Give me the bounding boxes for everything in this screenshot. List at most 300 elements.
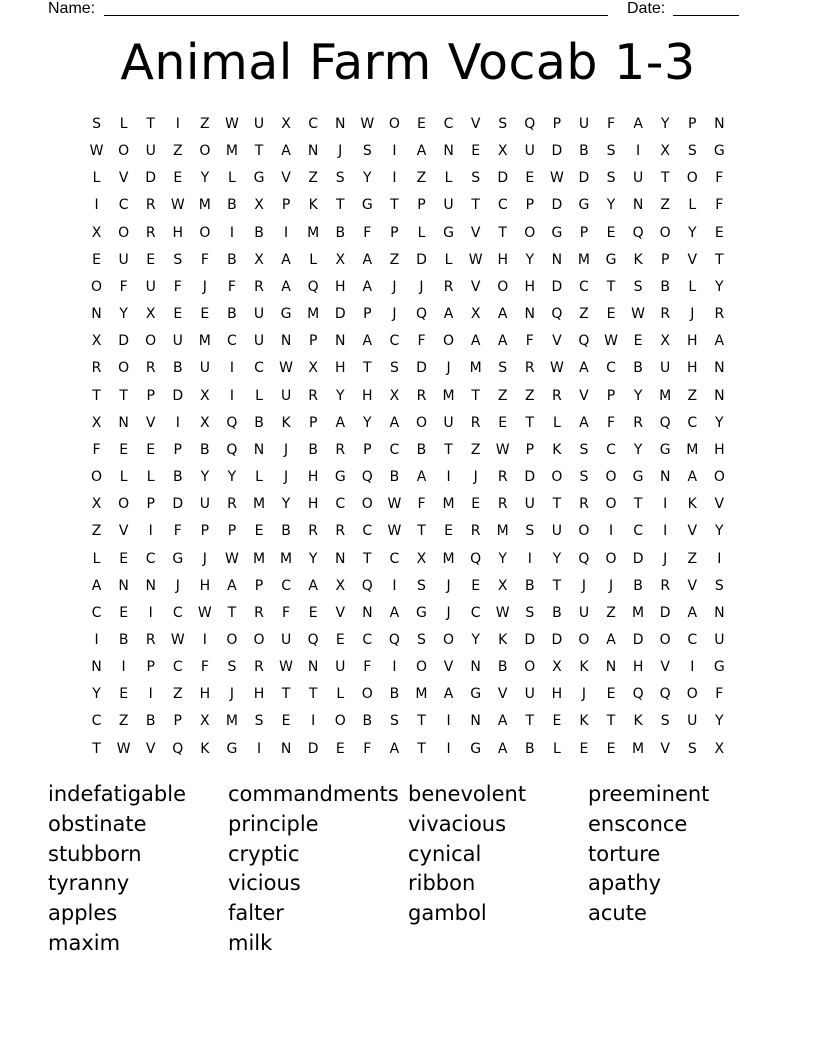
grid-letter: S	[714, 577, 724, 594]
grid-letter: A	[497, 740, 508, 757]
grid-letter: U	[145, 278, 156, 295]
grid-letter: C	[362, 631, 373, 648]
grid-letter: M	[659, 387, 672, 404]
grid-letter: O	[118, 143, 130, 160]
grid-letter: A	[281, 278, 291, 295]
grid-letter: A	[443, 686, 454, 703]
grid-letter: Y	[498, 550, 507, 567]
grid-letter: A	[362, 278, 373, 295]
grid-letter: I	[229, 360, 234, 377]
grid-letter: J	[690, 306, 695, 323]
grid-row	[83, 546, 733, 573]
grid-letter: Y	[363, 414, 372, 431]
grid-letter: L	[119, 116, 128, 132]
grid-letter: H	[632, 659, 644, 676]
grid-letter: X	[308, 360, 318, 377]
grid-letter: U	[335, 659, 346, 676]
grid-letter: C	[579, 278, 589, 295]
word-bank-item: indefatigable	[48, 782, 187, 806]
grid-letter: M	[225, 143, 238, 160]
grid-letter: N	[714, 360, 725, 377]
grid-letter: M	[686, 441, 699, 458]
grid-letter: X	[281, 116, 291, 132]
grid-letter: X	[552, 659, 562, 676]
grid-letter: D	[416, 251, 427, 268]
grid-letter: Y	[119, 306, 128, 323]
grid-row	[83, 627, 733, 654]
word-bank-item: preeminent	[588, 782, 710, 806]
grid-letter: F	[363, 740, 372, 757]
grid-letter: J	[446, 360, 451, 377]
grid-letter: B	[145, 713, 156, 730]
grid-letter: E	[173, 306, 183, 323]
grid-letter: X	[254, 197, 264, 214]
grid-letter: E	[119, 686, 129, 703]
grid-letter: B	[633, 360, 643, 377]
grid-letter: B	[389, 469, 400, 486]
grid-letter: P	[227, 523, 237, 540]
grid-letter: X	[497, 143, 508, 160]
grid-letter: S	[579, 469, 589, 486]
grid-letter: U	[118, 251, 129, 268]
grid-letter: U	[280, 387, 292, 404]
grid-letter: W	[360, 116, 375, 132]
grid-letter: R	[308, 523, 319, 540]
grid-letter: E	[606, 740, 616, 757]
grid-letter: E	[119, 441, 129, 458]
grid-letter: T	[363, 360, 372, 377]
grid-letter: I	[446, 740, 451, 757]
grid-letter: B	[172, 469, 183, 486]
grid-letter: O	[443, 333, 455, 350]
grid-letter: Y	[525, 251, 535, 268]
grid-letter: P	[146, 659, 155, 676]
grid-letter: U	[632, 170, 644, 187]
grid-letter: D	[172, 387, 184, 404]
grid-letter: R	[524, 360, 535, 377]
grid-letter: X	[660, 333, 670, 350]
word-bank-item: principle	[228, 811, 319, 836]
grid-letter: V	[281, 170, 291, 187]
grid-letter: S	[471, 170, 481, 187]
grid-letter: C	[254, 360, 264, 377]
grid-letter: T	[525, 713, 535, 730]
grid-letter: U	[524, 686, 535, 703]
grid-letter: A	[714, 333, 725, 350]
grid-letter: I	[175, 116, 180, 132]
grid-letter: F	[606, 116, 616, 132]
grid-letter: A	[497, 713, 508, 730]
grid-letter: H	[307, 496, 319, 513]
grid-letter: O	[686, 686, 698, 703]
grid-letter: O	[415, 659, 427, 676]
grid-letter: A	[91, 577, 102, 594]
grid-letter: E	[254, 523, 264, 540]
grid-letter: B	[281, 523, 291, 540]
grid-letter: O	[91, 469, 103, 486]
grid-letter: C	[606, 441, 616, 458]
grid-letter: C	[470, 604, 481, 621]
grid-letter: A	[389, 604, 400, 621]
grid-letter: V	[118, 170, 129, 187]
grid-letter: J	[284, 441, 289, 458]
grid-letter: C	[118, 197, 129, 214]
grid-letter: G	[443, 224, 454, 241]
grid-letter: I	[392, 659, 397, 676]
grid-letter: N	[335, 550, 346, 567]
grid-letter: C	[443, 116, 454, 132]
grid-letter: R	[579, 496, 589, 513]
grid-letter: M	[632, 740, 645, 757]
grid-letter: V	[579, 387, 589, 404]
grid-letter: Z	[389, 251, 400, 268]
grid-letter: M	[496, 523, 509, 540]
grid-letter: D	[307, 740, 319, 757]
grid-letter: W	[279, 360, 293, 377]
grid-letter: R	[145, 224, 156, 241]
grid-row	[83, 464, 733, 491]
grid-letter: Z	[91, 523, 102, 540]
grid-letter: U	[253, 333, 265, 350]
grid-letter: A	[281, 251, 291, 268]
grid-letter: B	[389, 686, 400, 703]
grid-letter: I	[636, 143, 641, 160]
grid-letter: A	[281, 143, 291, 160]
grid-letter: B	[227, 197, 237, 214]
grid-letter: C	[362, 523, 373, 540]
grid-letter: T	[552, 577, 562, 594]
grid-letter: J	[338, 143, 343, 160]
grid-letter: N	[335, 333, 346, 350]
grid-letter: F	[200, 659, 209, 676]
grid-letter: Y	[606, 197, 616, 214]
grid-letter: T	[335, 197, 345, 214]
grid-letter: P	[173, 441, 182, 458]
grid-letter: V	[145, 414, 156, 431]
grid-letter: U	[443, 197, 454, 214]
grid-letter: Z	[200, 116, 210, 132]
grid-letter: V	[470, 278, 481, 295]
grid-letter: X	[91, 224, 102, 241]
grid-letter: Q	[578, 550, 590, 567]
grid-letter: E	[173, 170, 183, 187]
grid-letter: B	[254, 224, 264, 241]
grid-letter: T	[146, 116, 155, 132]
word-bank-item: acute	[588, 901, 647, 926]
grid-letter: E	[525, 170, 535, 187]
grid-letter: J	[392, 278, 397, 295]
grid-letter: E	[119, 604, 129, 621]
grid-letter: W	[170, 197, 185, 214]
grid-letter: T	[308, 686, 318, 703]
grid-letter: N	[118, 414, 129, 431]
grid-letter: Q	[470, 550, 482, 567]
grid-letter: P	[525, 441, 535, 458]
grid-letter: P	[173, 713, 182, 730]
grid-letter: Q	[632, 224, 644, 241]
grid-letter: W	[116, 740, 131, 757]
grid-letter: I	[392, 143, 397, 160]
grid-letter: Q	[415, 306, 427, 323]
grid-letter: C	[389, 333, 400, 350]
grid-letter: F	[173, 278, 182, 295]
grid-letter: U	[660, 360, 671, 377]
grid-letter: N	[335, 116, 346, 132]
grid-letter: O	[145, 333, 157, 350]
grid-letter: M	[252, 496, 266, 513]
grid-letter: C	[389, 441, 400, 458]
grid-letter: B	[254, 414, 264, 431]
grid-letter: X	[200, 414, 210, 431]
grid-letter: J	[663, 550, 668, 567]
grid-letter: F	[417, 496, 426, 513]
grid-letter: K	[498, 631, 508, 648]
grid-letter: E	[281, 713, 291, 730]
grid-letter: X	[714, 740, 725, 757]
grid-letter: B	[172, 360, 183, 377]
grid-row	[83, 355, 733, 382]
grid-letter: M	[252, 550, 266, 567]
grid-letter: T	[92, 740, 101, 757]
grid-letter: R	[254, 659, 264, 676]
grid-letter: I	[94, 631, 99, 648]
grid-letter: H	[253, 686, 265, 703]
date-label: Date:	[627, 0, 666, 17]
grid-letter: F	[715, 170, 724, 187]
grid-letter: C	[633, 523, 643, 540]
grid-letter: Q	[524, 116, 536, 132]
grid-letter: U	[687, 713, 698, 730]
grid-letter: O	[361, 496, 373, 513]
grid-letter: E	[471, 496, 481, 513]
grid-letter: G	[334, 469, 346, 486]
grid-letter: G	[280, 306, 292, 323]
grid-letter: Z	[416, 170, 427, 187]
grid-letter: P	[660, 251, 670, 268]
word-bank-item: vicious	[228, 871, 301, 896]
word-bank-item: benevolent	[408, 782, 527, 806]
grid-letter: B	[118, 631, 129, 648]
grid-letter: E	[308, 604, 318, 621]
grid-letter: T	[363, 550, 372, 567]
grid-letter: P	[363, 441, 372, 458]
grid-letter: I	[663, 523, 668, 540]
grid-letter: I	[608, 523, 614, 540]
grid-letter: S	[525, 523, 535, 540]
grid-letter: D	[334, 306, 346, 323]
grid-letter: Q	[226, 414, 238, 431]
grid-letter: C	[389, 550, 400, 567]
grid-letter: E	[498, 414, 508, 431]
grid-letter: W	[631, 306, 646, 323]
grid-letter: J	[581, 577, 587, 594]
grid-letter: F	[200, 251, 209, 268]
grid-letter: F	[173, 523, 182, 540]
grid-letter: D	[524, 469, 536, 486]
grid-letter: Y	[687, 224, 697, 241]
grid-letter: A	[416, 469, 427, 486]
grid-letter: G	[361, 197, 373, 214]
grid-letter: H	[172, 224, 184, 241]
grid-letter: O	[497, 278, 509, 295]
grid-letter: Y	[715, 713, 724, 730]
grid-row	[83, 437, 733, 464]
grid-letter: T	[471, 197, 480, 214]
grid-letter: G	[713, 143, 725, 160]
grid-letter: G	[253, 170, 265, 187]
grid-letter: I	[527, 550, 532, 567]
grid-letter: A	[362, 333, 373, 350]
word-bank-item: cryptic	[228, 841, 300, 866]
grid-letter: A	[227, 577, 237, 594]
grid-letter: W	[225, 116, 239, 132]
grid-letter: P	[390, 224, 399, 241]
grid-letter: V	[687, 251, 698, 268]
grid-letter: O	[524, 224, 536, 241]
grid-letter: E	[471, 143, 481, 160]
grid-letter: O	[605, 469, 617, 486]
grid-letter: L	[444, 251, 453, 268]
grid-letter: I	[148, 523, 153, 540]
grid-letter: T	[390, 197, 399, 214]
grid-letter: Z	[660, 197, 670, 214]
grid-letter: O	[253, 631, 265, 648]
grid-letter: N	[91, 659, 102, 676]
grid-letter: Y	[200, 469, 210, 486]
grid-letter: U	[524, 496, 535, 513]
grid-row	[83, 600, 733, 627]
grid-letter: T	[552, 496, 562, 513]
grid-letter: K	[633, 251, 643, 268]
grid-letter: C	[227, 333, 237, 350]
word-bank-item: cynical	[408, 841, 482, 866]
grid-letter: S	[606, 143, 616, 160]
grid-row	[83, 681, 733, 708]
grid-letter: N	[659, 469, 671, 486]
grid-letter: P	[363, 306, 372, 323]
grid-letter: M	[415, 686, 428, 703]
grid-letter: P	[281, 197, 291, 214]
grid-letter: W	[604, 333, 618, 350]
grid-letter: S	[660, 713, 670, 730]
grid-letter: A	[308, 577, 318, 594]
grid-letter: E	[146, 441, 156, 458]
grid-letter: J	[175, 577, 180, 594]
grid-letter: J	[202, 550, 207, 567]
grid-letter: B	[227, 251, 237, 268]
grid-letter: O	[199, 143, 211, 160]
grid-letter: M	[225, 713, 238, 730]
grid-letter: R	[335, 523, 346, 540]
grid-letter: E	[579, 740, 589, 757]
grid-letter: T	[254, 143, 264, 160]
grid-letter: S	[579, 441, 589, 458]
grid-letter: R	[227, 496, 237, 513]
grid-letter: H	[334, 278, 346, 295]
grid-letter: N	[632, 197, 644, 214]
grid-letter: L	[688, 278, 697, 295]
grid-letter: N	[280, 333, 292, 350]
grid-letter: C	[687, 414, 698, 431]
grid-letter: K	[200, 740, 210, 757]
grid-letter: X	[200, 387, 210, 404]
grid-letter: O	[605, 550, 617, 567]
word-bank-item: gambol	[408, 901, 487, 926]
grid-letter: P	[308, 414, 318, 431]
word-bank-item: milk	[228, 931, 273, 955]
grid-letter: C	[687, 631, 698, 648]
grid-letter: Q	[551, 306, 563, 323]
grid-letter: M	[632, 604, 645, 621]
grid-letter: I	[446, 713, 451, 730]
word-search-grid	[83, 111, 733, 763]
grid-letter: E	[714, 224, 724, 241]
grid-letter: F	[417, 333, 426, 350]
grid-letter: R	[335, 441, 346, 458]
grid-letter: N	[253, 441, 265, 458]
grid-row	[83, 138, 733, 165]
grid-letter: A	[633, 116, 643, 132]
grid-letter: D	[551, 197, 563, 214]
grid-letter: F	[715, 686, 724, 703]
grid-letter: V	[470, 116, 481, 132]
grid-letter: O	[551, 469, 563, 486]
grid-letter: R	[145, 360, 156, 377]
grid-letter: R	[91, 360, 102, 377]
grid-row	[83, 736, 733, 763]
grid-letter: Y	[335, 387, 345, 404]
grid-letter: O	[443, 631, 455, 648]
grid-letter: N	[307, 659, 319, 676]
grid-letter: I	[202, 631, 207, 648]
grid-letter: E	[417, 116, 426, 132]
grid-letter: S	[389, 713, 399, 730]
grid-letter: W	[495, 604, 510, 621]
grid-letter: A	[497, 333, 508, 350]
grid-letter: E	[119, 550, 129, 567]
grid-letter: N	[470, 713, 481, 730]
grid-letter: B	[579, 143, 589, 160]
grid-letter: V	[660, 740, 670, 757]
grid-letter: K	[579, 713, 589, 730]
grid-letter: S	[92, 116, 101, 132]
grid-letter: J	[392, 306, 397, 323]
grid-letter: E	[606, 686, 616, 703]
grid-letter: N	[714, 116, 725, 132]
grid-letter: Q	[578, 333, 590, 350]
grid-letter: E	[606, 306, 616, 323]
grid-letter: O	[334, 713, 346, 730]
grid-letter: K	[281, 414, 291, 431]
grid-letter: I	[175, 414, 180, 431]
grid-letter: P	[417, 197, 426, 214]
grid-letter: O	[524, 659, 536, 676]
grid-letter: G	[226, 740, 238, 757]
grid-letter: I	[311, 713, 316, 730]
word-bank-item: vivacious	[408, 811, 507, 836]
word-bank-item: commandments	[228, 782, 399, 806]
grid-letter: W	[225, 550, 239, 567]
grid-letter: T	[606, 278, 616, 295]
grid-letter: I	[392, 170, 397, 187]
grid-letter: W	[170, 631, 185, 648]
grid-letter: I	[392, 577, 397, 594]
word-bank	[48, 780, 768, 960]
grid-letter: S	[227, 659, 237, 676]
word-bank-item: apples	[48, 901, 118, 926]
grid-letter: L	[552, 740, 561, 757]
grid-letter: N	[714, 604, 725, 621]
